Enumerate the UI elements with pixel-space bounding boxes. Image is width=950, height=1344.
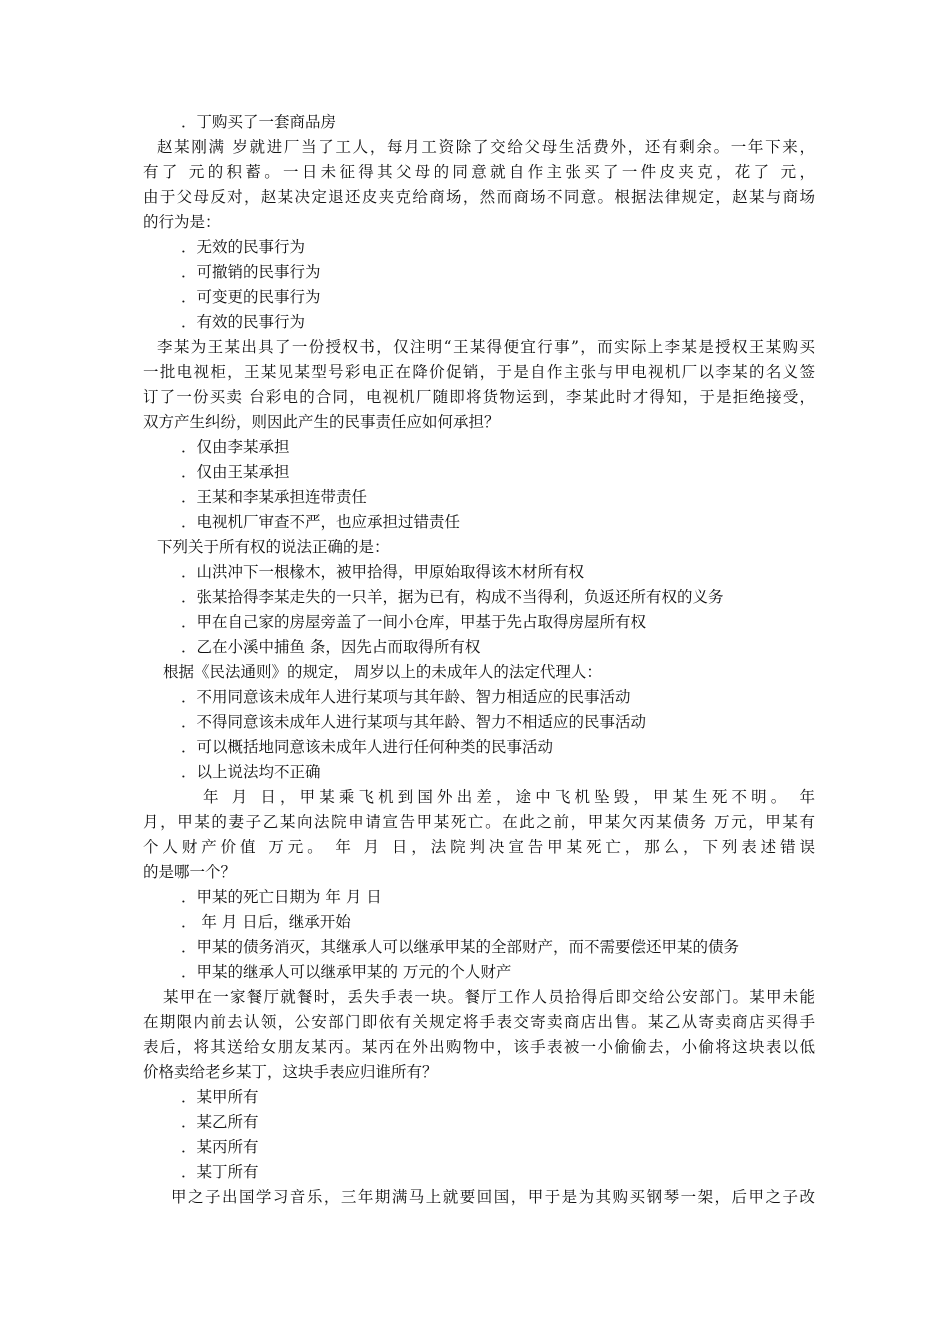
option-line: ．王某和李某承担连带责任 [181, 488, 368, 506]
question-line: 根据《民法通则》的规定， 周岁以上的未成年人的法定代理人： [163, 663, 602, 681]
option-line: ．无效的民事行为 [181, 238, 306, 256]
option-line: ．甲某的继承人可以继承甲某的 万元的个人财产 [181, 963, 512, 981]
option-line: ．某丁所有 [181, 1163, 259, 1181]
question-line: 的是哪一个？ [143, 863, 237, 881]
question-line: 下列关于所有权的说法正确的是： [157, 538, 390, 556]
option-line: ．某丙所有 [181, 1138, 259, 1156]
question-line: 双方产生纠纷，则因此产生的民事责任应如何承担？ [143, 413, 500, 431]
option-line: ．某甲所有 [181, 1088, 259, 1106]
question-line: 赵某刚满 岁就进厂当了工人，每月工资除了交给父母生活费外，还有剩余。一年下来， [157, 138, 815, 156]
option-line: ．电视机厂审查不严，也应承担过错责任 [181, 513, 461, 531]
option-line: ．仅由李某承担 [181, 438, 290, 456]
question-line: 甲之子出国学习音乐，三年期满马上就要回国，甲于是为其购买钢琴一架，后甲之子改 [171, 1188, 815, 1206]
option-line: ．以上说法均不正确 [181, 763, 321, 781]
question-line: 由于父母反对，赵某决定退还皮夹克给商场，然而商场不同意。根据法律规定，赵某与商场 [143, 188, 815, 206]
option-line: ．仅由王某承担 [181, 463, 290, 481]
option-line: ．可撤销的民事行为 [181, 263, 321, 281]
question-line: 的行为是： [143, 213, 221, 231]
question-line: 月，甲某的妻子乙某向法院申请宣告甲某死亡。在此之前，甲某欠丙某债务 万元，甲某有 [143, 813, 815, 831]
option-line: ．乙在小溪中捕鱼 条，因先占而取得所有权 [181, 638, 481, 656]
option-line: ．山洪冲下一根椽木，被甲拾得，甲原始取得该木材所有权 [181, 563, 585, 581]
option-line: ．可变更的民事行为 [181, 288, 321, 306]
question-line: 订了一份买卖 台彩电的合同，电视机厂随即将货物运到，李某此时才得知，于是拒绝接受， [143, 388, 815, 406]
option-line: ．丁购买了一套商品房 [181, 113, 337, 131]
question-line: 李某为王某出具了一份授权书，仅注明“王某得便宜行事”，而实际上李某是授权王某购买 [157, 338, 815, 356]
question-line: 个人财产价值 万元。 年 月 日，法院判决宣告甲某死亡，那么，下列表述错误 [143, 838, 815, 856]
option-line: ．张某拾得李某走失的一只羊，据为已有，构成不当得利，负返还所有权的义务 [181, 588, 724, 606]
option-line: ．不得同意该未成年人进行某项与其年龄、智力不相适应的民事活动 [181, 713, 647, 731]
option-line: ．可以概括地同意该未成年人进行任何种类的民事活动 [181, 738, 554, 756]
option-line: ．不用同意该未成年人进行某项与其年龄、智力相适应的民事活动 [181, 688, 631, 706]
question-line: 一批电视柜，王某见某型号彩电正在降价促销，于是自作主张与甲电视机厂以李某的名义签 [143, 363, 815, 381]
option-line: ．某乙所有 [181, 1113, 259, 1131]
document-page [143, 110, 815, 1210]
question-line: 价格卖给老乡某丁，这块手表应归谁所有？ [143, 1063, 438, 1081]
option-line: ．甲在自己家的房屋旁盖了一间小仓库，甲基于先占取得房屋所有权 [181, 613, 647, 631]
option-line: ．有效的民事行为 [181, 313, 306, 331]
question-line: 表后，将其送给女朋友某丙。某丙在外出购物中，该手表被一小偷偷去，小偷将这块表以低 [143, 1038, 815, 1056]
option-line: ．甲某的死亡日期为 年 月 日 [181, 888, 382, 906]
option-line: ．甲某的债务消灭，其继承人可以继承甲某的全部财产，而不需要偿还甲某的债务 [181, 938, 740, 956]
question-line: 年 月 日，甲某乘飞机到国外出差，途中飞机坠毁，甲某生死不明。 年 [203, 788, 815, 806]
question-line: 在期限内前去认领，公安部门即依有关规定将手表交寄卖商店出售。某乙从寄卖商店买得手 [143, 1013, 815, 1031]
question-line: 某甲在一家餐厅就餐时，丢失手表一块。餐厅工作人员拾得后即交给公安部门。某甲未能 [163, 988, 815, 1006]
option-line: ． 年 月 日后，继承开始 [181, 913, 351, 931]
question-line: 有了 元的积蓄。一日未征得其父母的同意就自作主张买了一件皮夹克，花了 元， [143, 163, 815, 181]
